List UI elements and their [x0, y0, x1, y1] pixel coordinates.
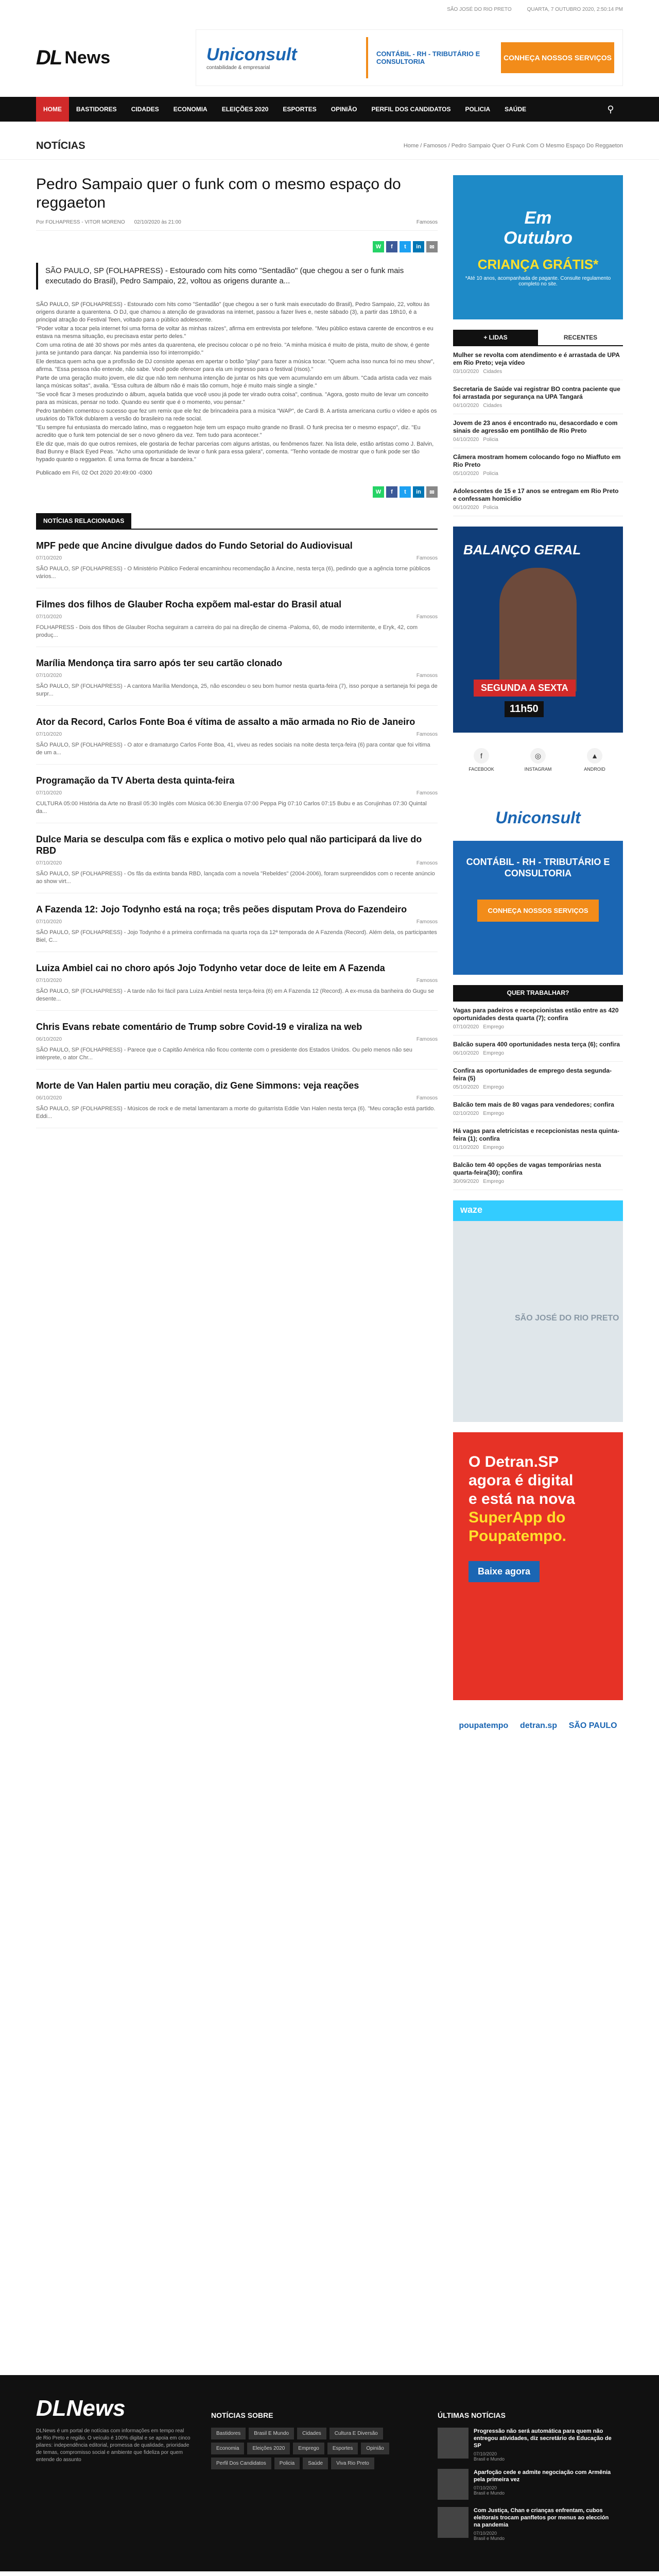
- ad-line-1: Em: [524, 208, 552, 228]
- app-label: ANDROID: [584, 767, 605, 772]
- ad-line: O Detran.SP: [469, 1453, 559, 1470]
- site-logo[interactable]: [36, 46, 110, 70]
- news-thumbnail[interactable]: [438, 2469, 469, 2500]
- nav-item-saude[interactable]: SAÚDE: [505, 106, 527, 113]
- article-paragraph: Pedro também comentou o sucesso que fez um remix que ele fez de brincadeira para a música "WAP", de Cardi B. A artista americana curtiu o vídeo e após os usuários do TikTok dublarem a versão do brasileiro na rede social.: [36, 408, 437, 422]
- related-title[interactable]: Programação da TV Aberta desta quinta-feira: [36, 775, 235, 786]
- related-date: 07/10/2020: [36, 673, 62, 679]
- job-date: 02/10/2020: [453, 1111, 479, 1116]
- job-title[interactable]: Balcão tem mais de 80 vagas para vendedores; confira: [453, 1101, 614, 1108]
- list-item-category[interactable]: Policia: [483, 505, 498, 511]
- poupatempo-logo: poupatempo: [459, 1721, 509, 1730]
- article-paragraph: "Se você ficar 3 meses produzindo o álbum, aquela batida que você usou já pode ter virado outra coisa", continua. "Agora, gosto muito de levar um conceito para as músicas, pensar no todo. Quando eu sentir que é o momento, vou pensar.": [36, 392, 428, 405]
- footer-logo[interactable]: [36, 2396, 190, 2421]
- share-bar-top: [36, 241, 438, 252]
- ad-line-2: Outubro: [503, 228, 573, 248]
- sidebar-ad-balanco-geral[interactable]: [453, 527, 623, 733]
- sp-logo: SÃO PAULO: [568, 1721, 617, 1730]
- nav-item-cidades[interactable]: CIDADES: [131, 106, 159, 113]
- related-category[interactable]: Famosos: [416, 1037, 438, 1042]
- article-body: [36, 301, 438, 476]
- app-label: INSTAGRAM: [524, 767, 552, 772]
- related-heading-label: NOTÍCIAS RELACIONADAS: [36, 513, 131, 529]
- published-date: Publicado em Fri, 02 Oct 2020 20:49:00 -0300: [36, 470, 152, 476]
- related-date: 07/10/2020: [36, 790, 62, 796]
- job-item[interactable]: [453, 1122, 623, 1156]
- job-date: 07/10/2020: [453, 1024, 479, 1030]
- list-item-category[interactable]: Policia: [483, 471, 498, 477]
- news-thumbnail[interactable]: [438, 2428, 469, 2459]
- tag-link[interactable]: Cultura E Diversão: [330, 2428, 383, 2439]
- related-item[interactable]: [36, 1070, 438, 1128]
- banner-services: CONTÁBIL - RH - TRIBUTÁRIO E CONSULTORIA: [376, 50, 480, 65]
- list-item-date: 05/10/2020: [453, 471, 479, 477]
- nav-item-home[interactable]: HOME: [36, 97, 69, 122]
- related-item[interactable]: [36, 952, 438, 1011]
- download-button[interactable]: Baixe agora: [469, 1561, 540, 1582]
- related-date: 07/10/2020: [36, 555, 62, 561]
- list-item-title[interactable]: Secretaria de Saúde vai registrar BO contra paciente que foi arrastada por segurança na UPA Tangará: [453, 385, 620, 400]
- related-heading: [36, 513, 438, 530]
- list-item[interactable]: [453, 414, 623, 448]
- tag-link[interactable]: Bastidores: [211, 2428, 246, 2439]
- related-title[interactable]: A Fazenda 12: Jojo Todynho está na roça; três peões disputam Prova do Fazendeiro: [36, 904, 407, 914]
- article-author: Por FOLHAPRESS - VITOR MORENO: [36, 219, 125, 225]
- ad-line: SuperApp do: [469, 1509, 566, 1526]
- share-bar-bottom: [36, 486, 438, 498]
- job-date: 06/10/2020: [453, 1050, 479, 1056]
- nav-item-esportes[interactable]: ESPORTES: [283, 106, 317, 113]
- ad-note: *Até 10 anos, acompanhada de pagante. Consulte regulamento completo no site.: [465, 275, 611, 287]
- job-item[interactable]: [453, 1156, 623, 1190]
- twitter-icon[interactable]: t: [400, 486, 411, 498]
- related-title[interactable]: Luiza Ambiel cai no choro após Jojo Todynho vetar doce de leite em A Fazenda: [36, 963, 385, 973]
- facebook-icon[interactable]: f: [386, 486, 397, 498]
- tag-link[interactable]: Policia: [274, 2458, 300, 2469]
- news-title[interactable]: Com Justiça, Chan e crianças enfrentam, cubos eleitorais trocam panfletos por menus ao elección na pandemia: [474, 2507, 609, 2528]
- tag-link[interactable]: Viva Rio Preto: [331, 2458, 374, 2469]
- related-category[interactable]: Famosos: [416, 673, 438, 679]
- related-excerpt: SÃO PAULO, SP (FOLHAPRESS) - Jojo Todynho é a primeira confirmada na quarta roça da 12ª temporada de A Fazenda (Record). Além dela, os participantes Biel, C...: [36, 929, 437, 943]
- article-category[interactable]: Famosos: [416, 219, 438, 225]
- article-paragraph: Ele destaca quem acha que a profissão de DJ consiste apenas em apertar o botão "play" para fazer a música tocar. "Quem acha isso nunca foi no meu show", afirma. "Essa pessoa não entende, não sabe. Você pode oferecer para ela um ingresso para o festival (risos).": [36, 359, 435, 372]
- facebook-icon[interactable]: f: [386, 241, 397, 252]
- footer-tags-title: NOTÍCIAS SOBRE: [211, 2411, 273, 2419]
- ad-presenter-image: [499, 568, 577, 691]
- news-date: 07/10/2020: [474, 2531, 497, 2536]
- tag-link[interactable]: Saúde: [303, 2458, 328, 2469]
- article-paragraph: Ele diz que, mais do que outros remixes, ele gostaria de fechar parcerias com alguns artistas, ou fenômenos fazer. Na lista dele, estão artistas como J. Balvin, Bad Bunny e Black Eyed Peas. "Acho uma oportunidade de levar o funk para essa galera", comenta. "Tenho vontade de mostrar que o funk pode ser tão hypado quanto o reggaeton. É uma forma de fincar a bandeira.": [36, 441, 434, 463]
- ad-cta-button[interactable]: CONHEÇA NOSSOS SERVIÇOS: [477, 900, 598, 922]
- related-excerpt: SÃO PAULO, SP (FOLHAPRESS) - O Ministério Público Federal encaminhou recomendação à Ancine, nesta terça (6), pedindo que a agência torne públicos vários...: [36, 566, 430, 580]
- sub-footer: [0, 2571, 659, 2576]
- email-icon[interactable]: ✉: [426, 486, 438, 498]
- tag-link[interactable]: Cidades: [297, 2428, 326, 2439]
- related-excerpt: SÃO PAULO, SP (FOLHAPRESS) - Os fãs da extinta banda RBD, lançada com a novela "Rebeldes" (2004-2006), foram surpreendidos com o recente anúncio ao show virt...: [36, 871, 435, 885]
- ad-text: CONTÁBIL - RH - TRIBUTÁRIO E CONSULTORIA: [466, 857, 610, 878]
- tag-link[interactable]: Opinião: [361, 2443, 389, 2454]
- app-label: FACEBOOK: [469, 767, 494, 772]
- related-title[interactable]: Marília Mendonça tira sarro após ter seu cartão clonado: [36, 658, 283, 668]
- list-item[interactable]: [453, 380, 623, 414]
- twitter-icon[interactable]: t: [400, 241, 411, 252]
- news-category[interactable]: Brasil e Mundo: [474, 2536, 505, 2541]
- banner-brand-sub: contabilidade & empresarial: [206, 65, 270, 71]
- banner-brand: Uniconsult: [206, 45, 297, 64]
- job-date: 30/09/2020: [453, 1179, 479, 1184]
- article-date: 02/10/2020 às 21:00: [134, 219, 181, 225]
- tag-link[interactable]: Perfil Dos Candidatos: [211, 2458, 271, 2469]
- nav-item-policia[interactable]: POLICIA: [465, 106, 491, 113]
- related-excerpt: SÃO PAULO, SP (FOLHAPRESS) - A cantora Marília Mendonça, 25, não escondeu o seu bom humor nesta quarta-feira (7), isso porque a sertaneja foi pega de surpr...: [36, 683, 438, 697]
- ad-day: SEGUNDA A SEXTA: [474, 680, 576, 697]
- article-paragraph: Parte de uma geração muito jovem, ele diz que não tem nenhuma intenção de juntar os hits que vem acumulando em um álbum. "Cada artista cada vez mais lança músicas soltas", avalia. "Essa cultura de álbum não é mais tão comum, hoje é muito mais single a single.": [36, 375, 432, 389]
- list-item-title[interactable]: Mulher se revolta com atendimento e é arrastada de UPA em Rio Preto; veja vídeo: [453, 351, 620, 366]
- related-item[interactable]: [36, 893, 438, 952]
- related-item[interactable]: [36, 588, 438, 647]
- waze-map-widget[interactable]: [453, 1200, 623, 1422]
- nav-item-perfil[interactable]: PERFIL DOS CANDIDATOS: [371, 106, 451, 113]
- related-category[interactable]: Famosos: [416, 614, 438, 620]
- article-paragraph: "Poder voltar a tocar pela internet foi uma forma de voltar às minhas raízes", afirma em entrevista por telefone. "Meu público estava carente de encontros e eu estava na mesma situação, eu precisava estar perto deles.": [36, 326, 433, 340]
- linkedin-icon[interactable]: in: [413, 486, 424, 498]
- job-title[interactable]: Balcão supera 400 oportunidades nesta terça (6); confira: [453, 1041, 620, 1048]
- job-title[interactable]: Confira as oportunidades de emprego desta segunda-feira (5): [453, 1067, 612, 1082]
- facebook-link[interactable]: [453, 748, 510, 772]
- section-title: NOTÍCIAS: [36, 140, 85, 151]
- related-category[interactable]: Famosos: [416, 919, 438, 925]
- related-title[interactable]: MPF pede que Ancine divulgue dados do Fundo Setorial do Audiovisual: [36, 540, 353, 551]
- related-category[interactable]: Famosos: [416, 860, 438, 866]
- job-category[interactable]: Emprego: [483, 1024, 504, 1030]
- list-item-date: 04/10/2020: [453, 403, 479, 409]
- popular-widget: [453, 330, 623, 516]
- related-excerpt: SÃO PAULO, SP (FOLHAPRESS) - Músicos de rock e de metal lamentaram a morte do guitarrista Eddie Van Halen nesta terça (6). "Meu coração está partido. Eddi...: [36, 1106, 436, 1120]
- email-icon[interactable]: ✉: [426, 241, 438, 252]
- list-item-title[interactable]: Jovem de 23 anos é encontrado nu, desacordado e com sinais de agressão em pontilhão de Rio Preto: [453, 419, 618, 434]
- related-item[interactable]: [36, 1011, 438, 1070]
- job-category[interactable]: Emprego: [483, 1111, 504, 1116]
- instagram-icon: ◎: [530, 748, 546, 764]
- sidebar-ad-uniconsult[interactable]: [453, 794, 623, 975]
- android-icon: ▲: [587, 748, 602, 764]
- top-bar: [0, 0, 659, 19]
- job-category[interactable]: Emprego: [483, 1050, 504, 1056]
- breadcrumb[interactable]: Home / Famosos / Pedro Sampaio Quer O Funk Com O Mesmo Espaço Do Reggaeton: [403, 143, 623, 149]
- map-city-label: SÃO JOSÉ DO RIO PRETO: [515, 1314, 619, 1323]
- article-paragraph: "Eu sempre fui entusiasta do mercado latino, mas o reggaeton hoje tem um espaço muito grande no Brasil. O funk precisa ter o mesmo espaço", diz. "Eu acredito que o funk tem potencial de ser o novo gênero da vez. Tem tudo para acontecer.": [36, 425, 421, 438]
- ad-highlight: CRIANÇA GRÁTIS*: [477, 256, 599, 272]
- tag-link[interactable]: Economia: [211, 2443, 244, 2454]
- footer-news-item[interactable]: [438, 2469, 613, 2500]
- news-title[interactable]: Progressão não será automática para quem não entregou atividades, diz secretário de Educação de SP: [474, 2428, 612, 2449]
- list-item-category[interactable]: Cidades: [483, 369, 502, 375]
- footer-about: DLNews é um portal de notícias com informações em tempo real de Rio Preto e região. O veículo é 100% digital e se apoia em cinco pilares: independência editorial, promessa de qualidade, prioridade de temas, compromisso social e ambiente que fideliza por quem entende do assunto: [36, 2428, 190, 2463]
- site-header: [0, 19, 659, 97]
- related-category[interactable]: Famosos: [416, 732, 438, 737]
- header-ad-banner[interactable]: [196, 29, 623, 86]
- tag-link[interactable]: Emprego: [293, 2443, 324, 2454]
- job-item[interactable]: [453, 1096, 623, 1122]
- related-category[interactable]: Famosos: [416, 790, 438, 796]
- main-nav: [0, 97, 659, 122]
- related-category[interactable]: Famosos: [416, 555, 438, 561]
- news-thumbnail[interactable]: [438, 2507, 469, 2538]
- nav-item-eleicoes[interactable]: ELEIÇÕES 2020: [221, 106, 269, 113]
- ad-line: e está na nova: [469, 1490, 575, 1507]
- related-excerpt: SÃO PAULO, SP (FOLHAPRESS) - A tarde não foi fácil para Luiza Ambiel nesta terça-feira (6) em A Fazenda 12 (Record). A ex-musa da banheira do Gugu se desente...: [36, 988, 435, 1002]
- related-excerpt: CULTURA 05:00 História da Arte no Brasil 05:30 Inglês com Música 06:30 Energia 07:00 Peppa Pig 07:10 Carlos 07:15 Bubu e as Corujinhas 07:30 Quintal da...: [36, 801, 427, 815]
- related-title[interactable]: Filmes dos filhos de Glauber Rocha expõem mal-estar do Brasil atual: [36, 599, 342, 609]
- footer-latest-title: ÚLTIMAS NOTÍCIAS: [438, 2411, 506, 2419]
- related-item[interactable]: [36, 530, 438, 588]
- list-item-category[interactable]: Policia: [483, 437, 498, 443]
- whatsapp-icon[interactable]: W: [373, 241, 384, 252]
- job-date: 05/10/2020: [453, 1084, 479, 1090]
- related-item[interactable]: [36, 765, 438, 823]
- related-date: 07/10/2020: [36, 919, 62, 925]
- article-meta: [36, 219, 438, 231]
- related-item[interactable]: [36, 823, 438, 893]
- android-link[interactable]: [566, 748, 623, 772]
- related-date: 07/10/2020: [36, 978, 62, 984]
- related-title[interactable]: Ator da Record, Carlos Fonte Boa é vítima de assalto a mão armada no Rio de Janeiro: [36, 717, 415, 727]
- news-title[interactable]: Aparfoção cede e admite negociação com Armênia pela primeira vez: [474, 2469, 611, 2483]
- footer-news-item[interactable]: [438, 2507, 613, 2541]
- datetime-label: QUARTA, 7 OUTUBRO 2020, 2:50:14 PM: [527, 6, 623, 12]
- sidebar-ad-criancas[interactable]: [453, 175, 623, 319]
- nav-item-opiniao[interactable]: OPINIÃO: [331, 106, 357, 113]
- job-item[interactable]: [453, 1036, 623, 1062]
- related-item[interactable]: [36, 706, 438, 765]
- ad-time: 11h50: [505, 701, 544, 717]
- list-item[interactable]: [453, 482, 623, 516]
- tab-recentes[interactable]: RECENTES: [563, 334, 598, 341]
- list-item-title[interactable]: Câmera mostram homem colocando fogo no Miaffuto em Rio Preto: [453, 453, 621, 468]
- article-paragraph: SÃO PAULO, SP (FOLHAPRESS) - Estourado com hits como "Sentadão" (que chegou a ser o funk mais executado do Brasil), Pedro Sampaio, 22, voltou às origens durante a quarentena. O DJ, que chamou a atenção de gravadoras na internet, passou a fazer lives e, neste sábado (3), a partir das 18h10, é a principal atração do Festival Teen, voltado para o público adolescente.: [36, 301, 430, 323]
- logo-dl: DL: [36, 46, 62, 69]
- search-icon[interactable]: ⚲: [607, 104, 614, 114]
- list-item-date: 06/10/2020: [453, 505, 479, 511]
- job-item[interactable]: [453, 1002, 623, 1036]
- related-item[interactable]: [36, 647, 438, 706]
- related-excerpt: FOLHAPRESS - Dois dos filhos de Glauber Rocha seguiram a carreira do pai na direção de cinema -Paloma, 60, de modo intermitente, e Eryk, 42, com produç...: [36, 624, 418, 638]
- job-item[interactable]: [453, 1062, 623, 1096]
- tag-link[interactable]: Brasil E Mundo: [249, 2428, 294, 2439]
- related-excerpt: SÃO PAULO, SP (FOLHAPRESS) - O ator e dramaturgo Carlos Fonte Boa, 41, viveu as redes sociais na noite desta terça-feira (6) para contar que foi vítima de um a...: [36, 742, 430, 756]
- waze-brand: waze: [453, 1200, 623, 1221]
- list-item[interactable]: [453, 448, 623, 482]
- site-footer: [0, 2375, 659, 2571]
- whatsapp-icon[interactable]: W: [373, 486, 384, 498]
- related-title[interactable]: Chris Evans rebate comentário de Trump sobre Covid-19 e viraliza na web: [36, 1022, 362, 1032]
- sidebar: [453, 175, 623, 1762]
- instagram-link[interactable]: [510, 748, 566, 772]
- related-date: 07/10/2020: [36, 614, 62, 620]
- nav-item-economia[interactable]: ECONOMIA: [173, 106, 207, 113]
- related-title[interactable]: Morte de Van Halen partiu meu coração, diz Gene Simmons: veja reações: [36, 1080, 359, 1091]
- ad-line: Poupatempo.: [469, 1528, 567, 1545]
- job-category[interactable]: Emprego: [483, 1145, 504, 1150]
- tab-mais-lidas[interactable]: + LIDAS: [453, 330, 538, 345]
- tag-link[interactable]: Esportes: [327, 2443, 358, 2454]
- ad-line: agora é digital: [469, 1472, 574, 1489]
- list-item-title[interactable]: Adolescentes de 15 e 17 anos se entregam em Rio Preto e confessam homicídio: [453, 487, 619, 502]
- logo-news: News: [64, 47, 111, 67]
- news-category[interactable]: Brasil e Mundo: [474, 2490, 505, 2496]
- news-date: 07/10/2020: [474, 2451, 497, 2456]
- related-title[interactable]: Dulce Maria se desculpa com fãs e explica o motivo pelo qual não participará da live do RBD: [36, 834, 422, 856]
- footer-news-item[interactable]: [438, 2428, 613, 2462]
- related-date: 07/10/2020: [36, 860, 62, 866]
- job-category[interactable]: Emprego: [483, 1179, 504, 1184]
- banner-cta-button[interactable]: CONHEÇA NOSSOS SERVIÇOS: [501, 42, 614, 73]
- list-item[interactable]: [453, 346, 623, 380]
- location-label: SÃO JOSÉ DO RIO PRETO: [447, 6, 512, 12]
- social-apps: [453, 743, 623, 784]
- tag-link[interactable]: Eleições 2020: [247, 2443, 290, 2454]
- related-date: 06/10/2020: [36, 1095, 62, 1101]
- related-category[interactable]: Famosos: [416, 978, 438, 984]
- news-date: 07/10/2020: [474, 2485, 497, 2490]
- related-date: 07/10/2020: [36, 732, 62, 737]
- detran-logo: detran.sp: [520, 1721, 558, 1730]
- related-excerpt: SÃO PAULO, SP (FOLHAPRESS) - Parece que o Capitão América não ficou contente com o presidente dos Estados Unidos. Ou pelo menos não seu intérprete, o ator Chr...: [36, 1047, 412, 1061]
- job-date: 01/10/2020: [453, 1145, 479, 1150]
- breadcrumb-bar: [0, 122, 659, 160]
- article-lead: SÃO PAULO, SP (FOLHAPRESS) - Estourado com hits como "Sentadão" (que chegou a ser o funk mais executado do Brasil), Pedro Sampaio, 22, voltou as origens durante a...: [36, 263, 438, 290]
- list-item-category[interactable]: Cidades: [483, 403, 502, 409]
- news-category[interactable]: Brasil e Mundo: [474, 2456, 505, 2462]
- job-title[interactable]: Vagas para padeiros e recepcionistas estão entre as 420 oportunidades desta quarta (7); confira: [453, 1007, 619, 1022]
- list-item-date: 04/10/2020: [453, 437, 479, 443]
- related-category[interactable]: Famosos: [416, 1095, 438, 1101]
- jobs-widget: [453, 985, 623, 1190]
- article-paragraph: Com uma rotina de até 30 shows por mês antes da quarentena, ele precisou colocar o pé no freio. "A minha música é muito de pista, muito de show, é gente junta se juntando para dançar. Na pandemia isso foi interrompido.": [36, 342, 429, 356]
- linkedin-icon[interactable]: in: [413, 241, 424, 252]
- job-title[interactable]: Há vagas para eletricistas e recepcionistas nesta quinta-feira (1); confira: [453, 1127, 619, 1142]
- ad-title: BALANÇO GERAL: [463, 542, 581, 557]
- job-title[interactable]: Balcão tem 40 opções de vagas temporárias nesta quarta-feira(30); confira: [453, 1161, 601, 1176]
- footer-logo-news: News: [66, 2396, 126, 2421]
- article-title: Pedro Sampaio quer o funk com o mesmo espaço do reggaeton: [36, 176, 401, 211]
- sidebar-ad-detran[interactable]: [453, 1432, 623, 1752]
- list-item-date: 03/10/2020: [453, 369, 479, 375]
- nav-item-bastidores[interactable]: BASTIDORES: [76, 106, 117, 113]
- jobs-heading: QUER TRABALHAR?: [453, 985, 623, 1001]
- footer-logo-dl: DL: [36, 2396, 66, 2421]
- ad-brand: Uniconsult: [453, 794, 623, 841]
- article-column: [36, 175, 438, 1762]
- related-date: 06/10/2020: [36, 1037, 62, 1042]
- job-category[interactable]: Emprego: [483, 1084, 504, 1090]
- facebook-icon: f: [474, 748, 489, 764]
